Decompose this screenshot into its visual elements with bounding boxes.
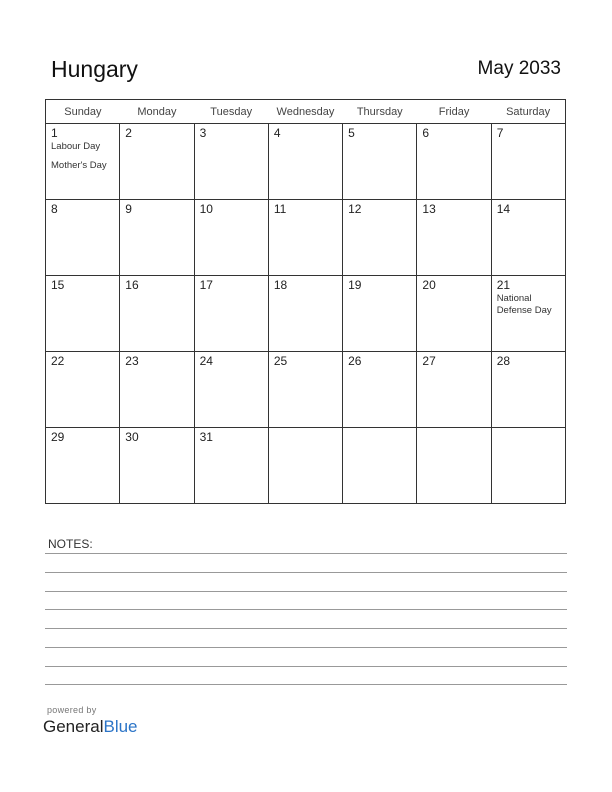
- day-cell: [491, 352, 565, 428]
- day-cell: [343, 124, 417, 200]
- day-cell: [417, 200, 491, 276]
- day-cell: [194, 428, 268, 504]
- day-cell: [46, 352, 120, 428]
- generalblue-logo: [43, 717, 138, 737]
- note-line: [45, 628, 567, 629]
- day-cell: [268, 428, 342, 504]
- weekday-saturday: Saturday: [491, 100, 565, 124]
- day-number: 8: [51, 202, 58, 216]
- day-cell: [194, 124, 268, 200]
- holiday-label: National Defense Day: [496, 293, 552, 316]
- weekday-monday: Monday: [120, 100, 194, 124]
- day-cell: [194, 276, 268, 352]
- note-line: [45, 553, 567, 554]
- weekday-header-row: [46, 100, 566, 124]
- day-cell: [491, 124, 565, 200]
- day-cell: [46, 276, 120, 352]
- brand-blue: Blue: [103, 717, 138, 736]
- day-cell: [120, 124, 194, 200]
- day-number: 11: [273, 202, 287, 216]
- day-number: 20: [422, 278, 436, 292]
- weekday-tuesday: Tuesday: [194, 100, 268, 124]
- day-cell: [268, 276, 342, 352]
- day-number: 23: [125, 354, 139, 368]
- weekday-friday: Friday: [417, 100, 491, 124]
- day-cell: [194, 200, 268, 276]
- day-number: 4: [273, 126, 281, 140]
- day-cell: [46, 200, 120, 276]
- day-number: 5: [348, 126, 355, 140]
- day-number: 1: [51, 126, 58, 140]
- calendar-grid: [45, 99, 566, 504]
- day-cell: [194, 352, 268, 428]
- day-cell: [343, 276, 417, 352]
- day-number: 26: [348, 354, 362, 368]
- day-cell: [417, 276, 491, 352]
- day-number: 12: [348, 202, 362, 216]
- day-number: 2: [125, 126, 132, 140]
- day-number: 29: [51, 430, 65, 444]
- day-number: 28: [496, 354, 511, 368]
- day-cell: [417, 124, 491, 200]
- weekday-thursday: Thursday: [343, 100, 417, 124]
- day-number: 6: [422, 126, 430, 140]
- month-title: May 2033: [477, 58, 561, 79]
- day-number: 27: [422, 354, 436, 368]
- day-number: 18: [273, 278, 288, 292]
- day-cell: [268, 200, 342, 276]
- note-line: [45, 609, 567, 610]
- day-cell: [268, 352, 342, 428]
- note-line: [45, 591, 567, 592]
- day-number: 17: [199, 278, 213, 292]
- day-number: 13: [422, 202, 436, 216]
- note-line: [45, 684, 567, 685]
- day-number: 21: [496, 278, 511, 292]
- week-row: [46, 200, 566, 276]
- week-row: [46, 276, 566, 352]
- day-cell: [46, 124, 120, 200]
- day-number: 7: [496, 126, 504, 140]
- country-title: Hungary: [51, 56, 138, 82]
- day-number: 16: [125, 278, 139, 292]
- week-row: [46, 124, 566, 200]
- brand-general: General: [43, 717, 104, 736]
- weekday-sunday: Sunday: [46, 100, 120, 124]
- day-number: 24: [199, 354, 213, 368]
- note-line: [45, 647, 567, 648]
- powered-by-text: powered by: [47, 705, 97, 715]
- day-cell: [120, 276, 194, 352]
- day-number: 19: [348, 278, 362, 292]
- day-cell: [268, 124, 342, 200]
- day-cell: [343, 352, 417, 428]
- day-cell: [491, 276, 565, 352]
- day-cell: [120, 200, 194, 276]
- day-cell: [120, 428, 194, 504]
- day-number: 15: [51, 278, 65, 292]
- day-cell: [417, 352, 491, 428]
- day-cell: [417, 428, 491, 504]
- day-number: 25: [273, 354, 288, 368]
- note-line: [45, 572, 567, 573]
- day-number: 30: [125, 430, 139, 444]
- day-number: 31: [199, 430, 213, 444]
- day-cell: [46, 428, 120, 504]
- week-row: [46, 428, 566, 504]
- day-cell: [491, 428, 565, 504]
- holiday-label: Mother's Day: [51, 160, 107, 171]
- day-cell: [343, 428, 417, 504]
- notes-label: NOTES:: [48, 537, 93, 551]
- holiday-label: Labour Day: [51, 141, 101, 152]
- note-line: [45, 666, 567, 667]
- day-cell: [491, 200, 565, 276]
- day-number: 22: [51, 354, 65, 368]
- day-number: 3: [199, 126, 207, 140]
- day-number: 9: [125, 202, 132, 216]
- week-row: [46, 352, 566, 428]
- day-cell: [343, 200, 417, 276]
- day-number: 14: [496, 202, 511, 216]
- day-number: 10: [199, 202, 213, 216]
- weekday-wednesday: Wednesday: [268, 100, 342, 124]
- day-cell: [120, 352, 194, 428]
